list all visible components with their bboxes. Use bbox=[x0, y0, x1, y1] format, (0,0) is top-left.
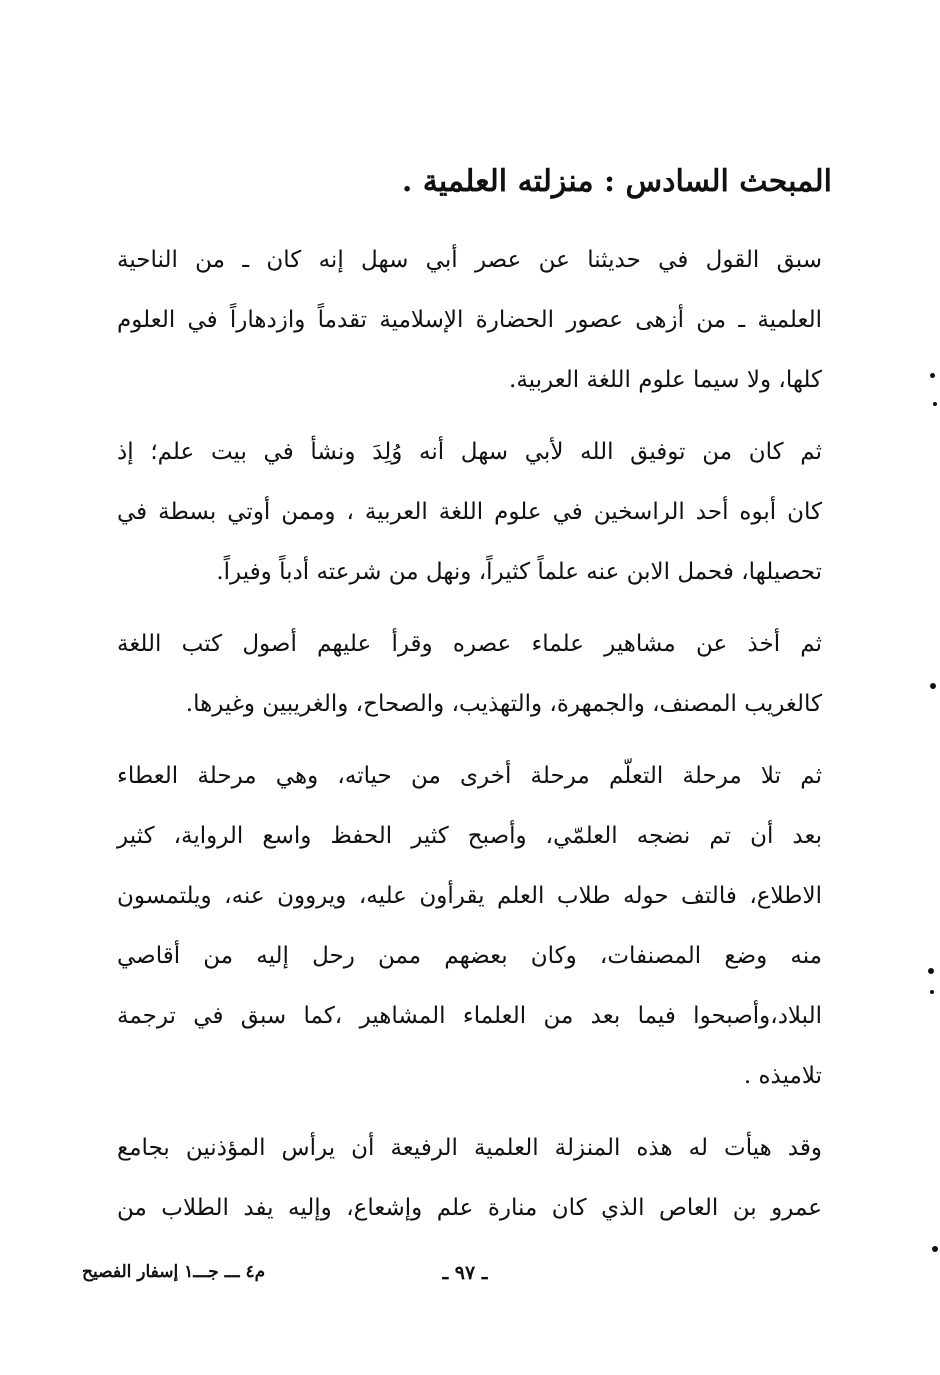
text-line: كان أبوه أحد الراسخين في علوم اللغة العربية ، وممن أوتي بسطة في bbox=[117, 499, 822, 525]
scan-speck bbox=[930, 373, 935, 378]
paragraph bbox=[117, 746, 822, 1106]
scan-speck bbox=[928, 968, 934, 974]
signature-mark: م٤ ـــ جـــ١ إسفار الفصيح bbox=[82, 1262, 266, 1282]
scan-speck bbox=[933, 402, 937, 406]
text-line: تلاميذه . bbox=[743, 1063, 822, 1089]
text-line: عمرو بن العاص الذي كان منارة علم وإشعاع، وإليه يفد الطلاب من bbox=[117, 1195, 822, 1221]
paragraph bbox=[117, 614, 822, 734]
text-line: الاطلاع، فالتف حوله طلاب العلم يقرأون عليه، ويروون عنه، ويلتمسون bbox=[117, 883, 822, 909]
scan-speck bbox=[932, 1246, 938, 1252]
text-line: تحصيلها، فحمل الابن عنه علماً كثيراً، ونهل من شرعته أدباً وفيراً. bbox=[216, 559, 822, 585]
body-text bbox=[117, 230, 822, 1238]
text-line: بعد أن تم نضجه العلمّي، وأصبح كثير الحفظ واسع الرواية، كثير bbox=[117, 823, 822, 849]
text-line: كلها، ولا سيما علوم اللغة العربية. bbox=[509, 367, 822, 393]
text-line: كالغريب المصنف، والجمهرة، والتهذيب، والصحاح، والغريبين وغيرها. bbox=[185, 691, 822, 717]
page-number: ـ ٩٧ ـ bbox=[442, 1262, 488, 1284]
text-line: البلاد،وأصبحوا فيما بعد من العلماء المشاهير ،كما سبق في ترجمة bbox=[117, 1003, 822, 1029]
text-line: العلمية ـ من أزهى عصور الحضارة الإسلامية تقدماً وازدهاراً في العلوم bbox=[117, 307, 822, 333]
page-footer bbox=[0, 1262, 940, 1296]
scan-speck bbox=[930, 990, 934, 994]
text-line: ثم تلا مرحلة التعلّم مرحلة أخرى من حياته، وهي مرحلة العطاء bbox=[117, 763, 822, 789]
text-line: ثم أخذ عن مشاهير علماء عصره وقرأ عليهم أصول كتب اللغة bbox=[117, 631, 822, 657]
text-line: منه وضع المصنفات، وكان بعضهم ممن رحل إليه من أقاصي bbox=[117, 943, 822, 969]
section-heading: المبحث السادس : منزلته العلمية . bbox=[401, 164, 832, 199]
paragraph bbox=[117, 1118, 822, 1238]
text-line: ثم كان من توفيق الله لأبي سهل أنه وُلِدَ ونشأ في بيت علم؛ إذ bbox=[117, 439, 822, 465]
text-line: وقد هيأت له هذه المنزلة العلمية الرفيعة أن يرأس المؤذنين بجامع bbox=[117, 1135, 822, 1161]
scan-speck bbox=[930, 683, 936, 689]
text-line: سبق القول في حديثنا عن عصر أبي سهل إنه كان ـ من الناحية bbox=[117, 247, 822, 273]
paragraph bbox=[117, 230, 822, 410]
paragraph bbox=[117, 422, 822, 602]
